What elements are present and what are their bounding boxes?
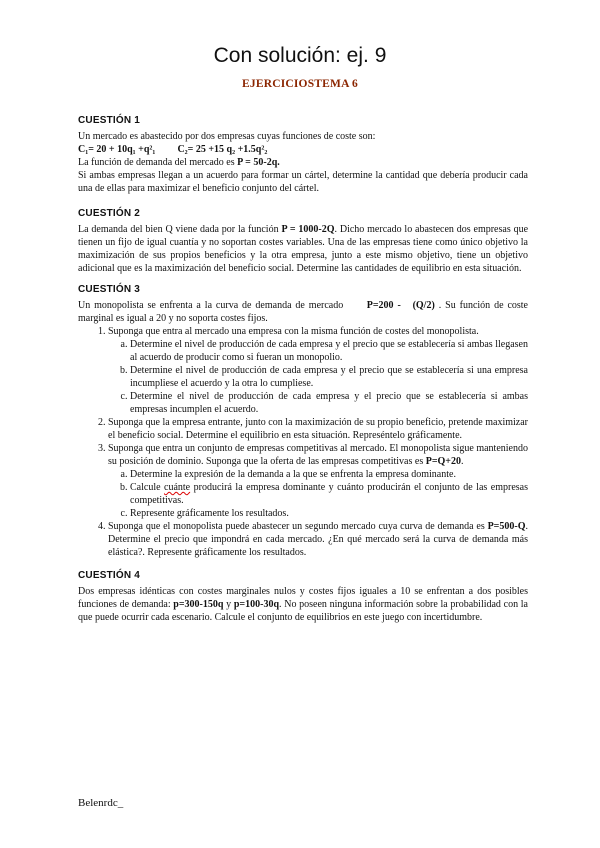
question-2-heading: CUESTIÓN 2 [78,208,141,219]
question-2-text [78,223,528,275]
demand-text: La función de demanda del mercado es [78,157,238,168]
question-4-heading: CUESTIÓN 4 [78,570,141,581]
question-2-text-end: . Dicho mercado lo abastecen dos empresas que tienen un fijo de igual cuantía y no soportan costes variables. Una de las empresas tiene como único objetivo la maximización de sus propios beneficios y la otra empresa, junto a este mismo objetivo, tiene un objetivo adicional que es la maximización del beneficio social. Determine las cantidades de equilibrio en esta situación. [78,224,529,274]
question-3-heading: CUESTIÓN 3 [78,284,141,295]
list-item: c. Represente gráficamente los resultados. [130,507,528,520]
item-3-end: . [461,456,464,467]
question-3-intro-end: . Su función de coste marginal es igual a 20 y no soporta costes fijos. [78,300,528,324]
question-2 [78,207,528,275]
question-2-text-start: La demanda del bien Q viene dada por la función [78,224,282,235]
question-3-intro-start: Un monopolista se enfrenta a la curva de demanda de mercado [78,300,367,311]
list-item: c. Determine el nivel de producción de cada empresa y el precio que se establecería si ambas empresas incumplen el acuerdo. [130,390,528,416]
list-item: 2. Suponga que la empresa entrante, junto con la maximización de su propio beneficio, pretende maximizar el beneficio social. Determine el equilibrio en esta situación. Represéntelo gráficamente. [108,416,528,442]
item-4-text: Suponga que el monopolista puede abastecer un segundo mercado cuya curva de demanda es [108,521,488,532]
list-item [130,481,528,507]
item-4-formula: P=500-Q [487,521,526,532]
question-3-formula: P=200 - (Q/2) [366,300,435,311]
sub-b-start: Calcule [130,482,165,493]
list-item [108,325,528,416]
question-3-list [78,325,528,559]
item-3-formula: P=Q+20 [425,456,462,467]
question-1-intro: Un mercado es abastecido por dos empresas cuyas funciones de coste son: [78,131,376,142]
question-3-intro [78,299,528,325]
list-item: b. Determine el nivel de producción de cada empresa y el precio que se establecería si una empresa incumpliese el acuerdo y la otra lo cumpliese. [130,364,528,390]
item-1-text: Suponga que entra al mercado una empresa con la misma función de costes del monopolista. [108,326,479,337]
spellcheck-word: cuánte [164,482,191,493]
document-body [78,104,528,624]
demand-line [78,156,528,169]
list-item [108,520,528,559]
item-4-end: . Determine el precio que impondrá en cada mercado. ¿En qué mercado será la curva de demanda más elástica?. Represente gráficamente los resultados. [108,521,528,558]
item-1-sublist [108,338,528,416]
list-item [108,442,528,520]
demand-formula: P = 50-2q. [237,157,280,168]
page-title: Con solución: ej. 9 [213,44,387,67]
question-4-text [78,585,528,624]
question-4-text-end: . No poseen ninguna información sobre la probabilidad con la que puede ocurrir cada escenario. Calcule el conjunto de equilibrios en este juego con incertidumbre. [78,599,528,623]
question-4 [78,569,528,624]
cost-function-1: C₁= 20 + 10q₁ +q²₁ [78,144,156,155]
item-3-text: Suponga que entra un conjunto de empresas competitivas al mercado. El monopolista sigue manteniendo su posición de dominio. Suponga que la oferta de las empresas competitivas es [108,443,528,467]
question-1-text: Si ambas empresas llegan a un acuerdo para formar un cártel, determine la cantidad que debería producir cada una de ellas para maximizar el beneficio conjunto del cártel. [78,170,528,194]
question-3 [78,283,528,559]
question-2-formula: P = 1000-2Q [281,224,335,235]
cost-functions [78,143,528,156]
list-item: a. Determine el nivel de producción de cada empresa y el precio que se establecería si ambas llegasen al acuerdo de producir como si fueran un monopolio. [130,338,528,364]
question-4-conj: y [223,599,234,610]
question-1-heading: CUESTIÓN 1 [78,115,141,126]
question-4-formula-2: p=100-30q [233,599,280,610]
question-4-text-start: Dos empresas idénticas con costes marginales nulos y costes fijos iguales a 10 se enfrentan a dos posibles funciones de demanda: [78,586,528,610]
cost-function-2: C₂= 25 +15 q₂ +1.5q²₂ [177,144,268,155]
item-3-sublist [108,468,528,520]
question-1 [78,114,528,195]
question-4-formula-1: p=300-150q [173,599,224,610]
footer-signature: Belenrdc_ [78,797,124,809]
sub-b-end: producirá la empresa dominante y cuánto producirán el conjunto de las empresas competitivas. [130,482,528,506]
list-item: a. Determine la expresión de la demanda a la que se enfrenta la empresa dominante. [130,468,528,481]
document-subtitle: EJERCICIOSTEMA 6 [242,78,358,90]
